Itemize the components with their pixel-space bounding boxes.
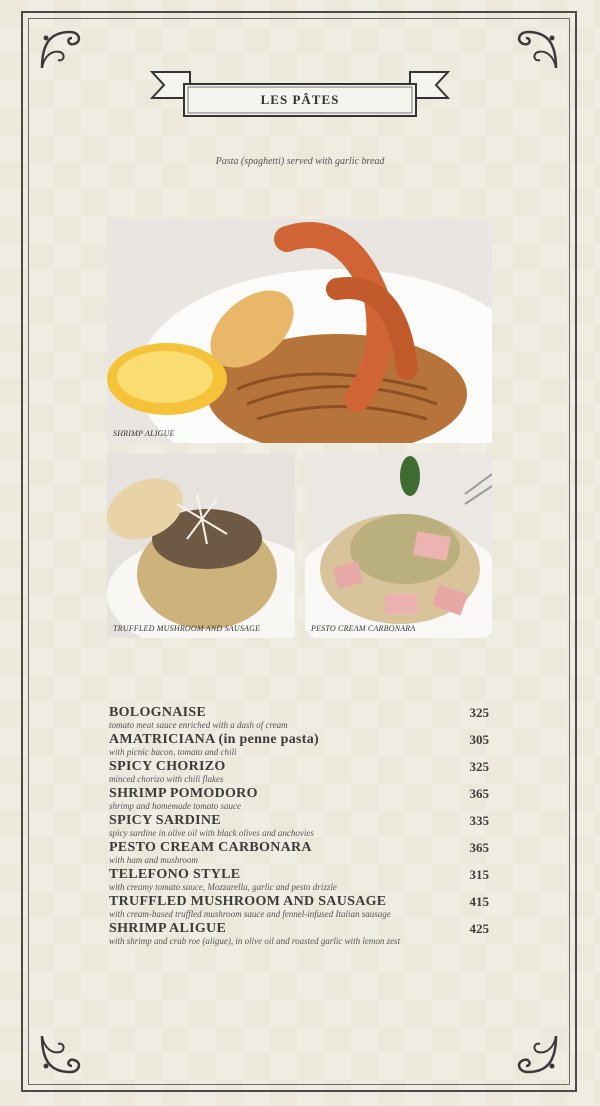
item-description: tomato meat sauce enriched with a dash of cream [109,720,288,730]
menu-list [109,705,489,948]
photo-caption: SHRIMP ALIGUE [113,429,175,438]
subtitle: Pasta (spaghetti) served with garlic bread [215,156,385,167]
menu-item [109,813,489,839]
item-name: SPICY CHORIZO [109,759,226,774]
item-name: TELEFONO STYLE [109,867,241,882]
item-description: with ham and mushroom [109,855,198,865]
item-price: 305 [469,732,489,747]
item-description: with cream-based truffled mushroom sauce and fennel-infused Italian sausage [109,909,391,919]
item-name: SHRIMP POMODORO [109,786,258,801]
item-name: SPICY SARDINE [109,813,221,828]
title-banner [150,68,450,118]
item-name: BOLOGNAISE [109,705,207,720]
item-price: 325 [469,759,489,774]
photo-right [305,454,492,638]
item-name: SHRIMP ALIGUE [109,921,227,936]
item-description: spicy sardine in olive oil with black olives and anchovies [109,828,314,838]
item-description: with shrimp and crab roe (aligue), in olive oil and roasted garlic with lemon zest [109,936,401,946]
menu-item [109,894,489,920]
menu-item [109,786,489,812]
corner-ornament-icon [36,24,86,74]
corner-ornament-icon [36,1030,86,1080]
truffled-pasta-image [107,454,295,638]
menu-item [109,705,489,731]
item-description: with picnic bacon, tomato and chili [109,747,237,757]
item-price: 325 [469,705,489,720]
menu-item [109,921,489,947]
item-price: 365 [469,786,489,801]
item-price: 415 [469,894,489,909]
item-price: 425 [469,921,489,936]
menu-item [109,840,489,866]
corner-ornament-icon [512,24,562,74]
item-description: shrimp and homemade tomato sauce [109,801,241,811]
item-name: PESTO CREAM CARBONARA [109,840,312,855]
photo-caption: PESTO CREAM CARBONARA [311,624,416,633]
item-description: minced chorizo with chili flakes [109,774,224,784]
item-price: 365 [469,840,489,855]
page-title: LES PÂTES [260,92,340,107]
item-price: 315 [469,867,489,882]
corner-ornament-icon [512,1030,562,1080]
pasta-plate-image [107,219,492,443]
item-name: AMATRICIANA (in penne pasta) [109,732,319,747]
photo-left [107,454,295,638]
menu-item [109,867,489,893]
photo-caption: TRUFFLED MUSHROOM AND SAUSAGE [113,624,261,633]
carbonara-pasta-image [305,454,492,638]
menu-item [109,732,489,758]
item-description: with creamy tomato sauce, Mozzarella, garlic and pesto drizzle [109,882,337,892]
item-name: TRUFFLED MUSHROOM AND SAUSAGE [109,894,387,909]
item-price: 335 [469,813,489,828]
photo-main [107,219,492,443]
menu-item [109,759,489,785]
